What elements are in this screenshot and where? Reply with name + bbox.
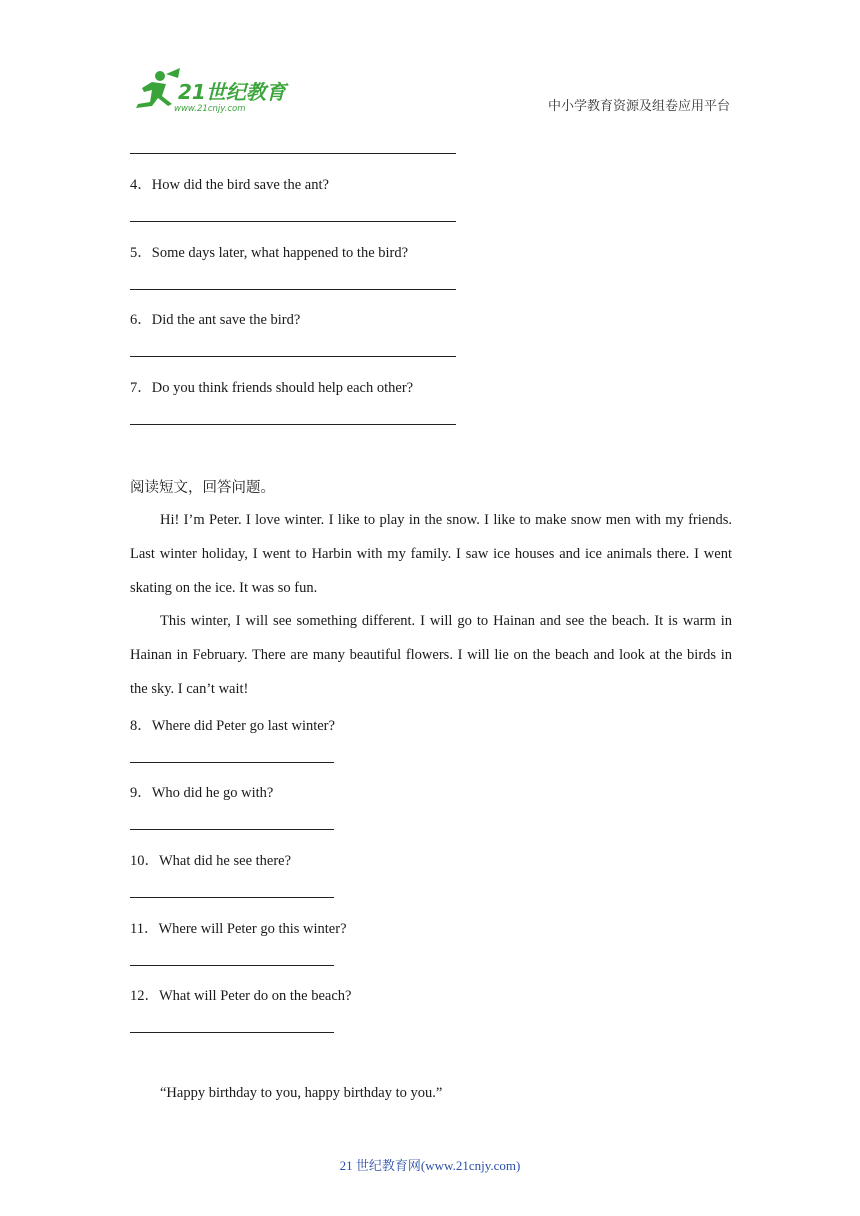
answer-line	[130, 356, 456, 357]
answer-line	[130, 897, 334, 898]
next-passage-line: “Happy birthday to you, happy birthday to you.”	[160, 1085, 443, 1101]
answer-line	[130, 829, 334, 830]
runner-icon	[136, 68, 180, 108]
answer-line	[130, 424, 456, 425]
question-11: 11．Where will Peter go this winter?	[130, 921, 347, 937]
site-logo	[122, 66, 292, 118]
question-5: 5．Some days later, what happened to the bird?	[130, 245, 409, 261]
logo-url: www.21cnjy.com	[174, 104, 246, 114]
question-6: 6．Did the ant save the bird?	[130, 312, 301, 328]
answer-line	[130, 762, 334, 763]
question-8: 8．Where did Peter go last winter?	[130, 718, 335, 734]
logo-text: 21世纪教育	[178, 80, 286, 104]
site-tagline: 中小学教育资源及组卷应用平台	[547, 99, 730, 114]
answer-line	[130, 965, 334, 966]
page-footer[interactable]: 21 世纪教育网(www.21cnjy.com)	[339, 1158, 521, 1173]
question-10: 10．What did he see there?	[130, 853, 292, 869]
question-4: 4．How did the bird save the ant?	[130, 177, 329, 193]
question-12: 12．What will Peter do on the beach?	[130, 988, 352, 1004]
answer-line	[130, 221, 456, 222]
question-9: 9．Who did he go with?	[130, 785, 274, 801]
answer-line	[130, 1032, 334, 1033]
reading-paragraph-1: Hi! I’m Peter. I love winter. I like to play in the snow. I like to make snow men with my friends. Last winter holiday, I went to Harbin with my family. I saw ice houses and ice animals there. I went skating on the ice. It was so fun.	[130, 512, 732, 596]
reading-instruction: 阅读短文，回答问题。	[130, 480, 275, 496]
question-7: 7．Do you think friends should help each other?	[130, 380, 414, 396]
reading-paragraph-2: This winter, I will see something different. I will go to Hainan and see the beach. It is warm in Hainan in February. There are many beautiful flowers. I will lie on the beach and look at the birds in the sky. I can’t wait!	[130, 613, 732, 697]
answer-line	[130, 289, 456, 290]
answer-line	[130, 153, 456, 154]
